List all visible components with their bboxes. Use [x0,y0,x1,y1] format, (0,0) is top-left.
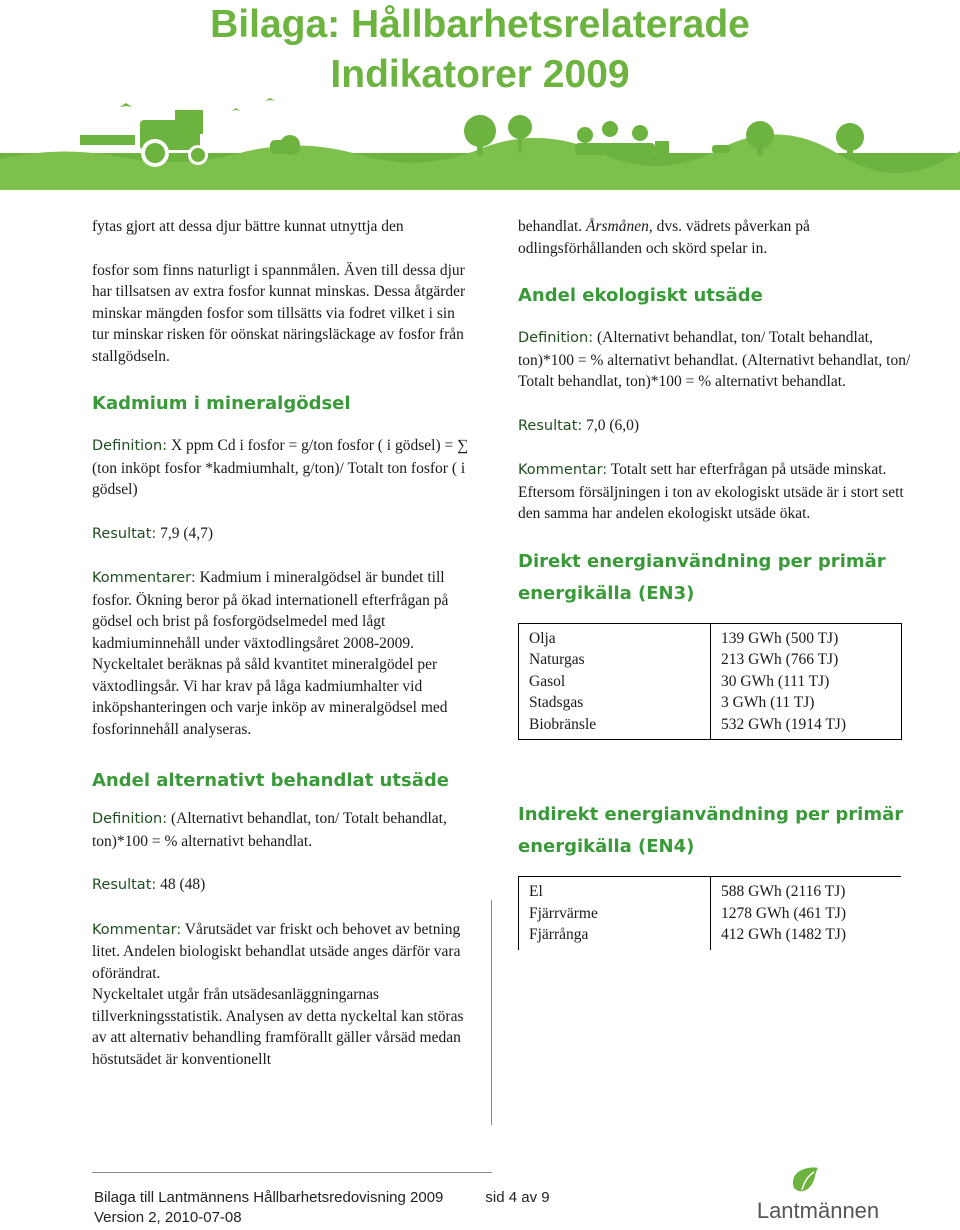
heading-en4-line2: energikälla (EN4) [518,836,695,857]
comment-label: Kommentar: [92,921,182,938]
en3-table [518,623,902,741]
energy-source: El [519,877,711,903]
table-row [519,623,902,649]
ekologiskt-definition [518,327,918,393]
page-title-line1: Bilaga: Hållbarhetsrelaterade [210,3,750,46]
page-title-line2: Indikatorer 2009 [330,53,630,96]
intro-text-a: behandlat. [518,218,587,235]
heading-kadmium: Kadmium i mineralgödsel [92,393,351,414]
kadmium-comment [92,567,470,740]
energy-source: Fjärrvärme [519,903,711,925]
energy-value: 1278 GWh (461 TJ) [711,903,902,925]
table-row [519,671,902,693]
table-row [519,924,902,950]
energy-source: Fjärrånga [519,924,711,950]
energy-value: 213 GWh (766 TJ) [711,649,902,671]
alternativt-definition [92,808,470,852]
alternativt-comment-continued: Nyckeltalet utgår från utsädesanläggningarnas tillverkningsstatistik. Analysen av detta nyckeltal kan störas av att alternativ behandling framförallt gäller vårsäd medan höstutsädet är konventionellt [92,986,464,1068]
energy-source: Naturgas [519,649,711,671]
definition-label: Definition: [92,438,168,454]
alternativt-result [92,874,470,897]
energy-value: 532 GWh (1914 TJ) [711,714,902,740]
footer-line1 [94,1188,550,1208]
ekologiskt-comment [518,459,918,525]
result-text: 48 (48) [156,876,206,893]
en4-table [518,876,901,950]
table-row [519,649,902,671]
footer-report-title: Bilaga till Lantmännens Hållbarhetsredovisning 2009 [94,1189,444,1206]
lantmannen-logo [748,1164,888,1224]
definition-text: (Alternativt behandlat, ton/ Totalt behandlat, ton)*100 = % alternativt behandlat. [92,810,447,850]
energy-value: 588 GWh (2116 TJ) [711,877,902,903]
definition-label: Definition: [92,811,168,827]
energy-source: Stadsgas [519,692,711,714]
definition-label: Definition: [518,330,594,346]
right-column [518,216,918,950]
heading-en4-line1: Indirekt energianvändning per primär [518,804,904,825]
comment-label: Kommentar: [518,462,608,478]
heading-en3-line1: Direkt energianvändning per primär [518,550,886,572]
footer-rule [92,1172,492,1173]
left-column [92,216,470,1070]
energy-value: 139 GWh (500 TJ) [711,623,902,649]
comment-text: Totalt sett har efterfrågan på utsäde minskat. Eftersom försäljningen i ton av ekologiskt utsäde är i stort sett den samma har andelen ekologiskt utsäde ökat. [518,461,904,522]
heading-ekologiskt: Andel ekologiskt utsäde [518,285,763,306]
result-text: 7,0 (6,0) [582,416,640,434]
table-row [519,877,902,903]
result-label: Resultat: [518,417,583,434]
heading-en3-line2: energikälla (EN3) [518,582,695,604]
heading-alternativt: Andel alternativt behandlat utsäde [92,770,449,791]
energy-value: 30 GWh (111 TJ) [711,671,902,693]
footer-version: Version 2, 2010-07-08 [94,1209,242,1226]
definition-text: X ppm Cd i fosfor = g/ton fosfor ( i gödsel) = ∑ (ton inköpt fosfor *kadmiumhalt, g/ton)/ Totalt ton fosfor ( i gödsel) [92,437,469,498]
result-label: Resultat: [92,877,157,893]
intro-text-b: , dvs. vädrets påverkan på odlingsförhållanden och skörd spelar in. [518,218,810,257]
table-row [519,903,902,925]
table-row [519,714,902,740]
column-divider [491,900,492,1125]
table-row [519,692,902,714]
intro-line: fytas gjort att dessa djur bättre kunnat utnyttja den [92,218,404,235]
energy-source: Gasol [519,671,711,693]
comment-text: Vårutsädet var friskt och behovet av betning litet. Andelen biologiskt behandlat utsäde anges därför vara oförändrat. [92,920,461,982]
kadmium-definition [92,435,470,501]
footer [94,1188,550,1228]
logo-wordmark: Lantmännen [756,1198,880,1223]
result-text: 7,9 (4,7) [156,524,214,542]
farm-banner-illustration [0,95,960,190]
energy-source: Olja [519,623,711,649]
footer-page-number: sid 4 av 9 [485,1189,550,1206]
result-label: Resultat: [92,525,157,542]
kadmium-result [92,523,470,546]
intro-italic: Årsmånen [586,218,649,235]
ekologiskt-result [518,415,918,438]
energy-value: 412 GWh (1482 TJ) [711,924,902,950]
comment-label: Kommentarer: [92,570,196,586]
comment-text: Kadmium i mineralgödsel är bundet till fosfor. Ökning beror på ökad internationell efterfrågan på gödsel och brist på fosforgödselmedel med lågt kadmiuminnehåll under växtodlingsåret 2008-2009. Nyckeltalet beräknas på såld kvantitet mineralgödel per växtodlingsår. Vi har krav på låga kadmiumhalter vid inköpshanteringen och varje inköp av mineralgödsel med fosforinnehåll analyseras. [92,569,449,738]
energy-source: Biobränsle [519,714,711,740]
definition-text: (Alternativt behandlat, ton/ Totalt behandlat, ton)*100 = % alternativt behandlat. (Alternativt behandlat, ton/ Totalt behandlat, ton)*100 = % alternativt behandlat. [518,329,911,390]
intro-paragraph [518,216,918,259]
intro-paragraph: fosfor som finns naturligt i spannmålen. Även till dessa djur har tillsatsen av extra fosfor kunnat minskas. Dessa åtgärder minskar mängden fosfor som tillsätts via fodret vilket i sin tur minskar risken för oönskat näringsläckage av fosfor från stallgödseln. [92,261,466,365]
energy-value: 3 GWh (11 TJ) [711,692,902,714]
alternativt-comment [92,919,470,985]
